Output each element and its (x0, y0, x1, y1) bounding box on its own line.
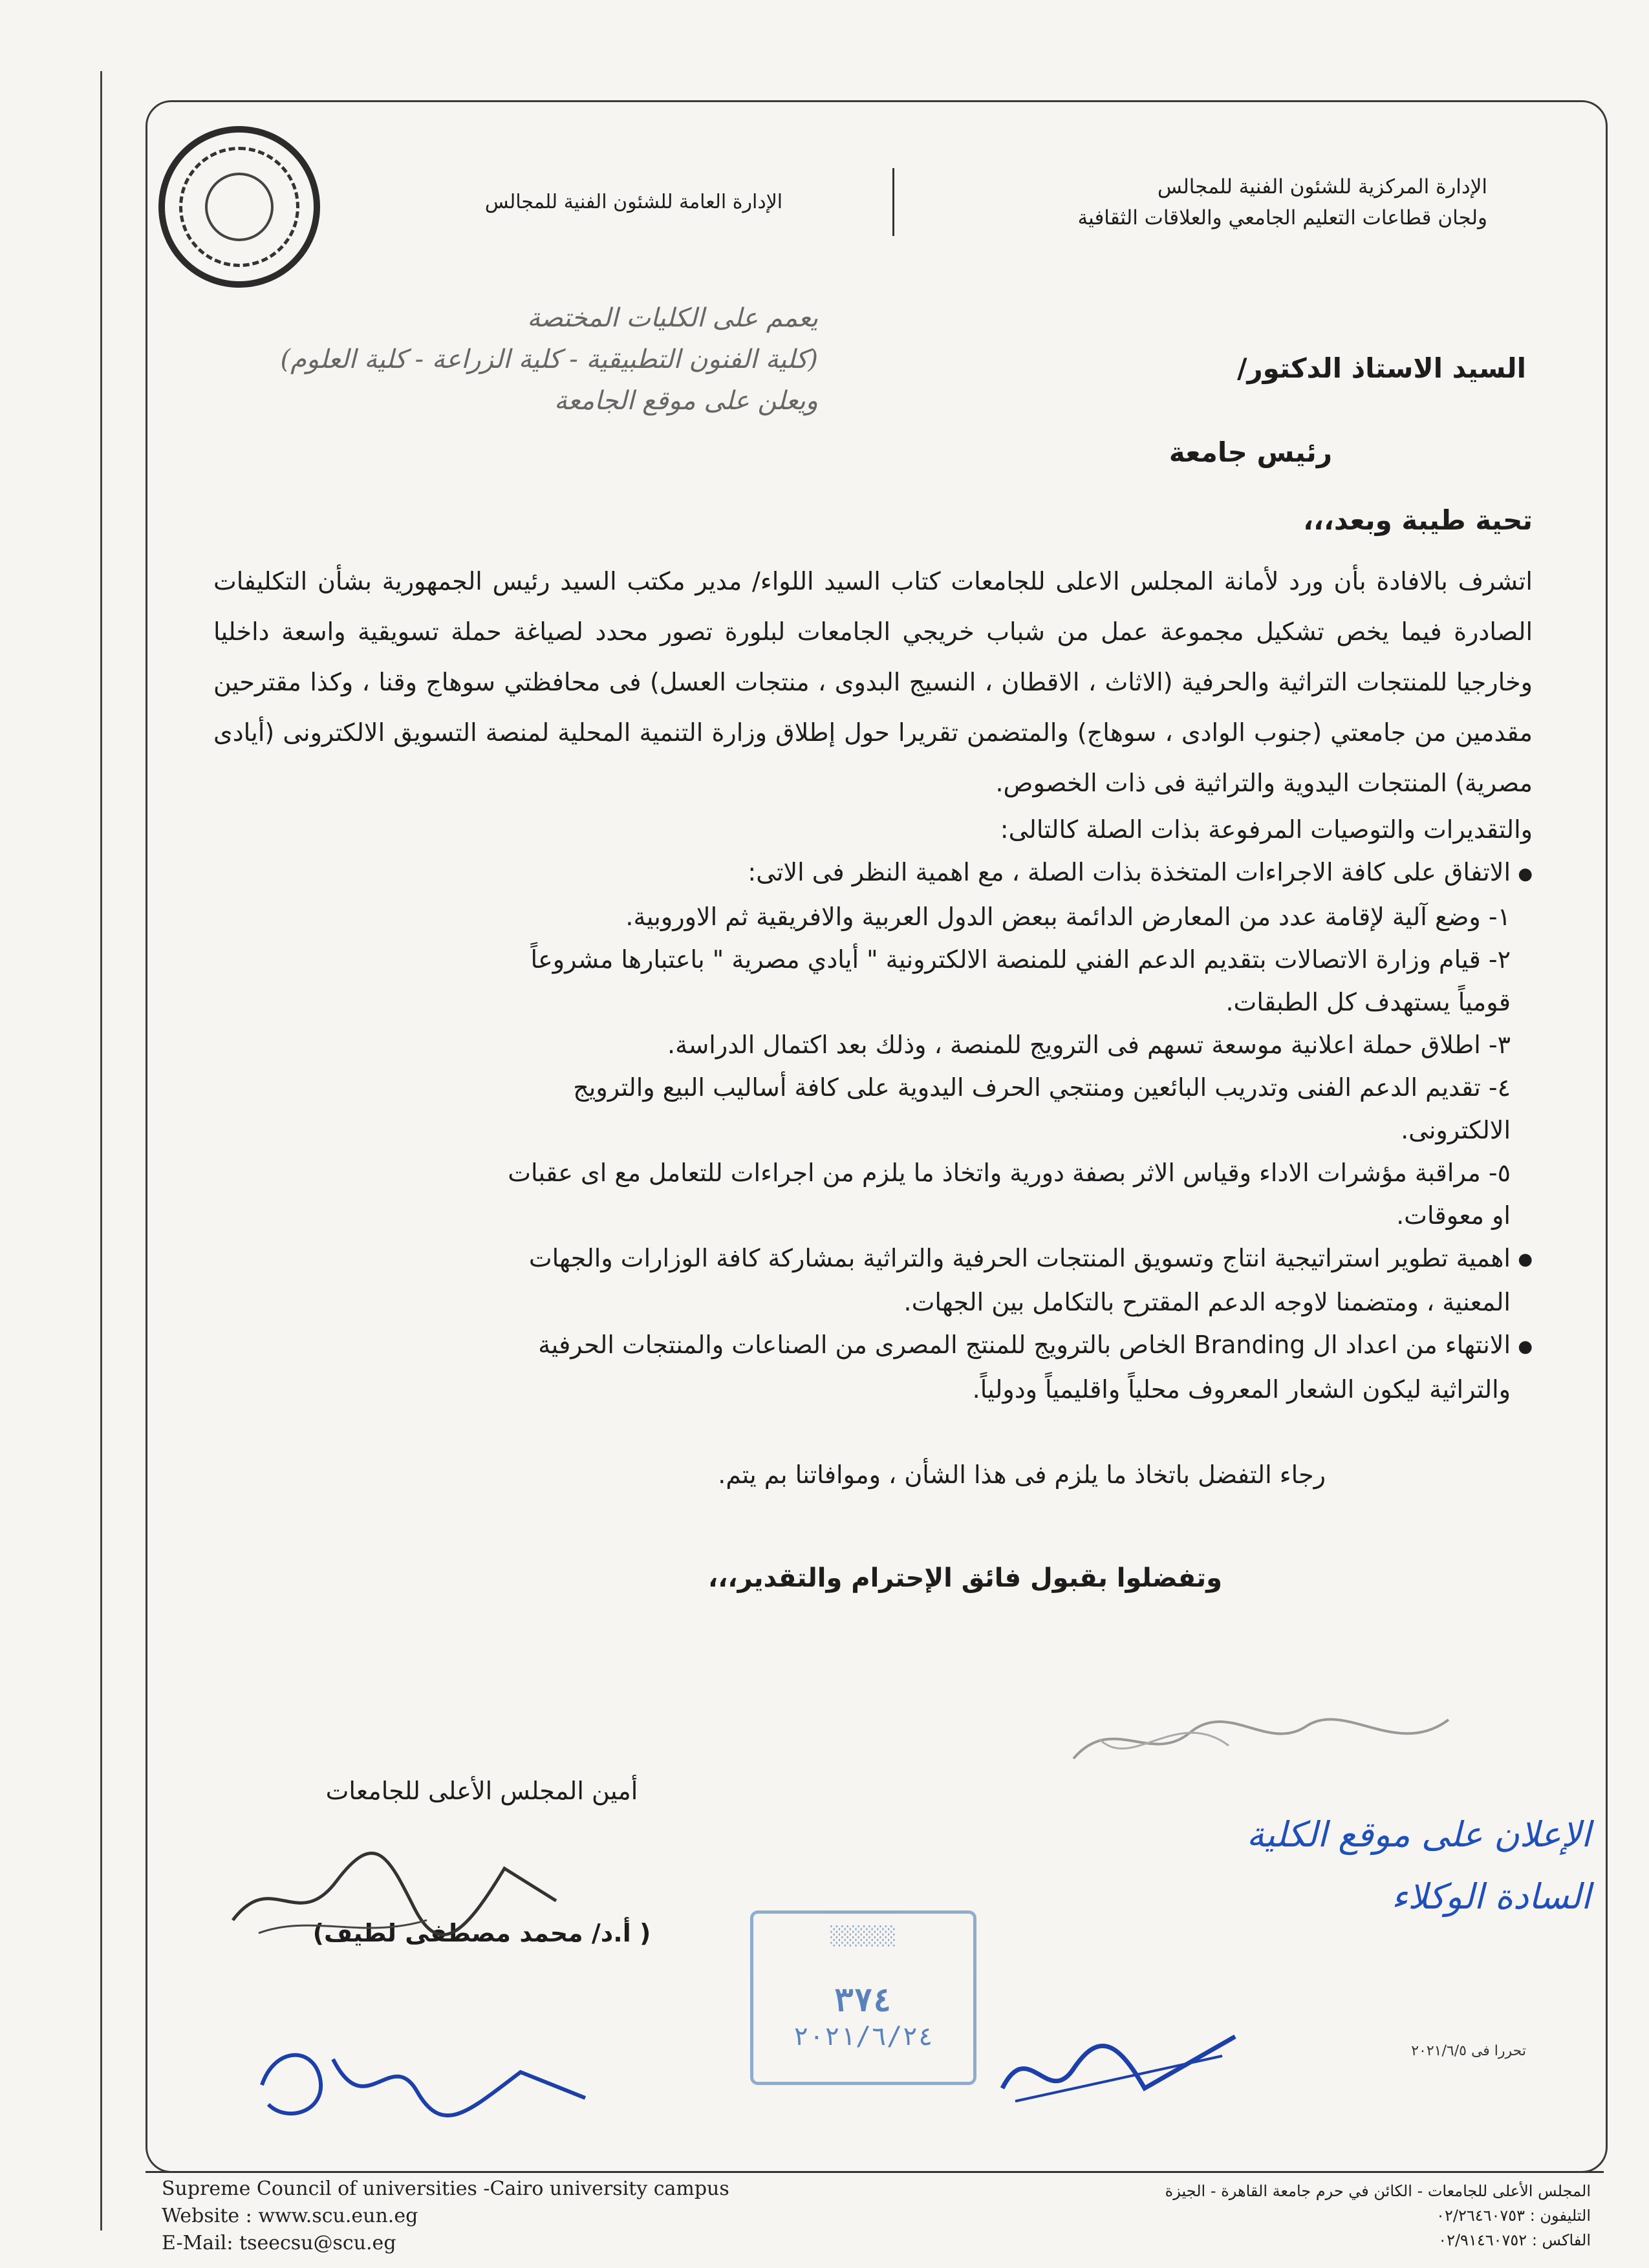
signatory-title: أمين المجلس الأعلى للجامعات (325, 1777, 638, 1805)
blue-handwritten-note (1086, 1804, 1591, 1928)
regards: وتفضلوا بقبول فائق الإحترام والتقدير،،، (708, 1563, 1222, 1593)
bullet-strategy-continued: المعنية ، ومتضمنا لاوجه الدعم المقترح بالتكامل بين الجهات. (903, 1288, 1511, 1316)
footer-fax: الفاكس : ٠٢/٩١٤٦٠٧٥٢ (1438, 2231, 1591, 2249)
pencil-scribble (1061, 1700, 1513, 1786)
blue-note-line2: السادة الوكلاء (1391, 1876, 1591, 1917)
footer-english (162, 2176, 905, 2257)
closing-request: رجاء التفضل باتخاذ ما يلزم فى هذا الشأن ، وموافاتنا بم يتم. (718, 1460, 1326, 1489)
footer-arabic (1009, 2179, 1591, 2252)
intro-paragraph: اتشرف بالافادة بأن ورد لأمانة المجلس الاعلى للجامعات كتاب السيد اللواء/ مدير مكتب السيد رئيس الجمهورية بشأن التكليفات الصادرة فيما يخص تشكيل مجموعة عمل من شباب خريجي الجامعات لبلورة تصور محدد لصياغة حملة تسويقية واسعة داخليا وخارجيا للمنتجات التراثية والحرفية (الاثاث ، الاقطان ، النسيج البدوى ، منتجات العسل) فى محافظتي سوهاج وقنا ، وكذا مقترحين مقدمين من جامعتي (جنوب الوادى ، سوهاج) والمتضمن تقريرا حول إطلاق وزارة التنمية المحلية لمنصة التسويق الالكترونى (أيادى مصرية) المنتجات اليدوية والتراثية فى ذات الخصوص. (213, 567, 1533, 797)
recommendations-intro: والتقديرات والتوصيات المرفوعة بذات الصلة كالتالى: (1000, 815, 1533, 844)
item-4: ٤- تقديم الدعم الفنى وتدريب البائعين ومنتجي الحرف اليدوية على كافة أساليب البيع والترويج (573, 1073, 1511, 1102)
letterhead-left-department: الإدارة العامة للشئون الفنية للمجالس (484, 191, 783, 213)
letter-body (213, 343, 1533, 1601)
greeting: تحية طيبة وبعد،،، (1303, 504, 1533, 536)
bullet-agreement: ● الاتفاق على كافة الاجراءات المتخذة بذات الصلة ، مع اهمية النظر فى الاتى: (213, 851, 1533, 895)
blue-initials-scribble (249, 2033, 611, 2137)
page-margin-line (100, 71, 102, 2231)
university-line: رئيس جامعة (1169, 436, 1332, 468)
footer-website: Website : www.scu.eun.eg (162, 2205, 418, 2227)
incoming-stamp (750, 1910, 976, 2085)
letterhead-separator (892, 168, 894, 236)
blue-note-line1: الإعلان على موقع الكلية (1246, 1814, 1591, 1855)
footer-divider (146, 2171, 1604, 2173)
footer-email: E-Mail: tseecsu@scu.eg (162, 2232, 396, 2254)
council-seal-logo (158, 126, 320, 288)
item-4-continued: الالكترونى. (1401, 1115, 1511, 1144)
footer-arabic-address: المجلس الأعلى للجامعات - الكائن في حرم جامعة القاهرة - الجيزة (1165, 2182, 1591, 2200)
bullet-branding: ● الانتهاء من اعداد ال Branding الخاص بالترويج للمنتج المصرى من الصناعات والمنتجات الحرفية (213, 1323, 1533, 1368)
stamp-number: ٣٧٤ (834, 1982, 893, 2019)
stamp-header-faded: ░░░░░░ (830, 1925, 896, 1947)
signature-scribble (220, 1843, 582, 1946)
stamp-date: ٢٠٢١/٦/٢٤ (793, 2022, 934, 2051)
letterhead-right-line2: ولجان قطاعات التعليم الجامعي والعلاقات الثقافية (1077, 206, 1487, 230)
item-2-continued: قومياً يستهدف كل الطبقات. (1225, 987, 1511, 1016)
signatory-name: ( أ.د/ محمد مصطفى لطيف) (312, 1919, 651, 1947)
issue-date: تحررا فى ٢٠٢١/٦/٥ (1411, 2043, 1526, 2059)
bullet-strategy: ● اهمية تطوير استراتيجية انتاج وتسويق المنتجات الحرفية والتراثية بمشاركة كافة الوزارات والجهات (213, 1237, 1533, 1281)
handwritten-line2: (كلية الفنون التطبيقية - كلية الزراعة - كلية العلوم) (280, 345, 818, 374)
handwritten-line1: يعمم على الكليات المختصة (527, 303, 818, 333)
letterhead-right (931, 171, 1487, 233)
handwritten-line3: ويعلن على موقع الجامعة (554, 386, 818, 416)
bullet-branding-continued: والتراثية ليكون الشعار المعروف محلياً واقليمياً ودولياً. (972, 1375, 1511, 1404)
item-2: ٢- قيام وزارة الاتصالات بتقديم الدعم الفني للمنصة الالكترونية " أيادي مصرية " باعتبارها مشروعاً (530, 945, 1511, 974)
blue-signature-scribble (989, 2017, 1248, 2121)
letterhead-right-line1: الإدارة المركزية للشئون الفنية للمجالس (1157, 175, 1487, 198)
footer-phone: التليفون : ٠٢/٢٦٤٦٠٧٥٣ (1436, 2207, 1591, 2225)
pencil-scribble-drawing (1061, 1700, 1513, 1778)
addressee: السيد الاستاذ الدكتور/ (1237, 352, 1526, 384)
item-5-continued: او معوقات. (1396, 1201, 1511, 1230)
item-1: ١- وضع آلية لإقامة عدد من المعارض الدائمة ببعض الدول العربية والافريقية ثم الاوروبية. (625, 902, 1511, 931)
item-5: ٥- مراقبة مؤشرات الاداء وقياس الاثر بصفة دورية واتخاذ ما يلزم من اجراءات للتعامل مع اى عقبات (508, 1158, 1511, 1187)
item-3: ٣- اطلاق حملة اعلانية موسعة تسهم فى الترويج للمنصة ، وذلك بعد اكتمال الدراسة. (667, 1030, 1511, 1059)
footer-council-address: Supreme Council of universities -Cairo university campus (162, 2177, 729, 2200)
